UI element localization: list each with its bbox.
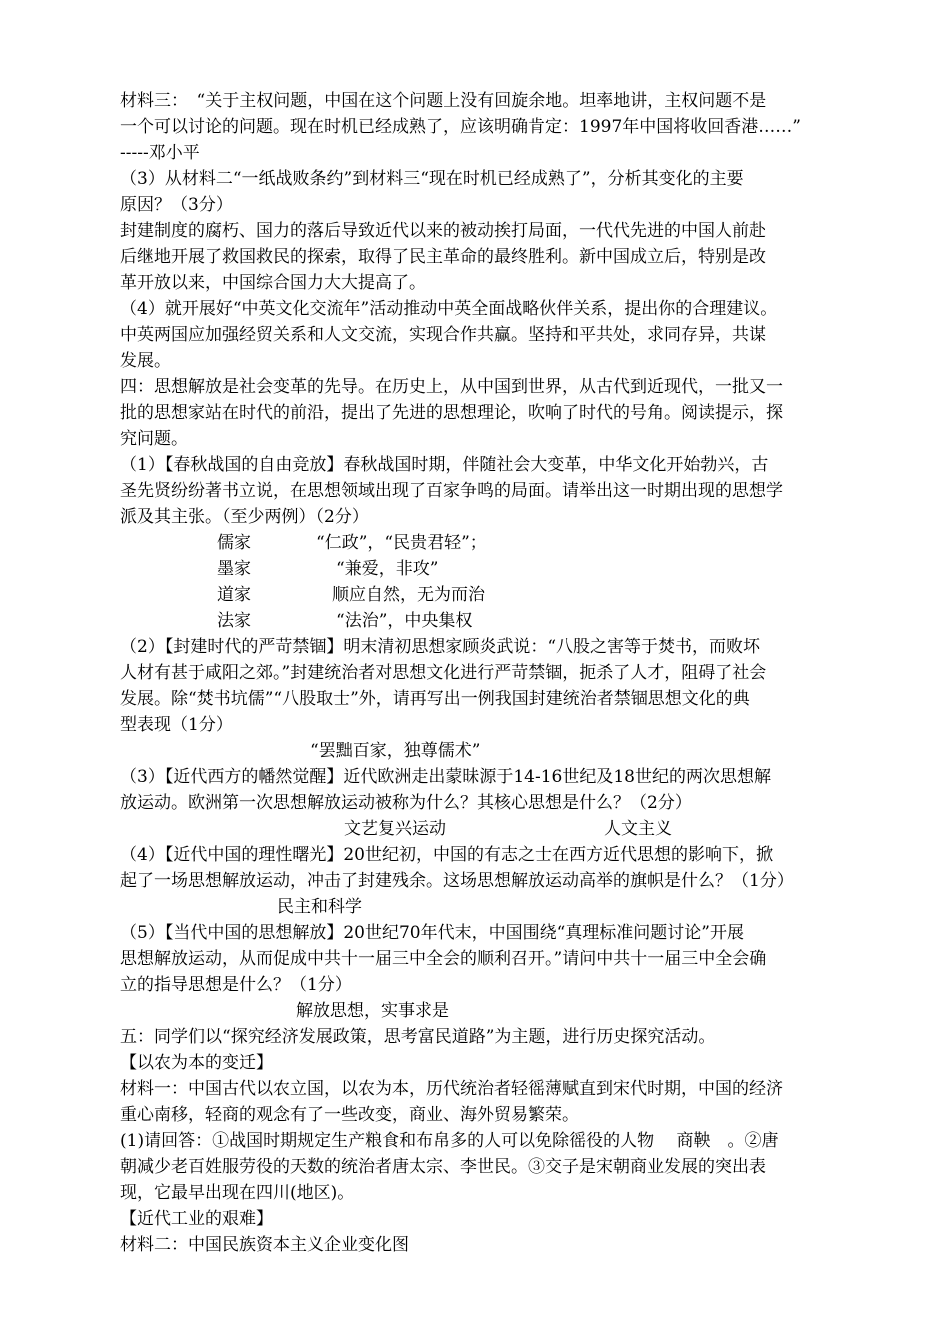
section-heading: 【近代工业的艰难】 (120, 1209, 273, 1229)
text-line: 原因？（3分） (120, 195, 233, 215)
text-line: 材料二：中国民族资本主义企业变化图 (120, 1235, 409, 1255)
text-line: （4）【近代中国的理性曙光】20世纪初，中国的有志之士在西方近代思想的影响下，掀 (120, 845, 773, 865)
text-line: 后继地开展了救国救民的探索，取得了民主革命的最终胜利。新中国成立后，特别是改 (120, 247, 766, 267)
text-line: （1）【春秋战国的自由竞放】春秋战国时期，伴随社会大变革，中华文化开始勃兴，古 (120, 455, 769, 475)
school-name: 墨家 (217, 559, 251, 579)
text-line: 朝减少老百姓服劳役的天数的统治者唐太宗、李世民。③交子是宋朝商业发展的突出表 (120, 1157, 766, 1177)
text-line: 材料一：中国古代以农立国，以农为本，历代统治者轻徭薄赋直到宋代时期，中国的经济 (120, 1079, 783, 1099)
text-line: （3）从材料二“一纸战败条约”到材料三“现在时机已经成熟了”，分析其变化的主要 (120, 169, 744, 189)
school-name: 法家 (217, 611, 251, 631)
text-line: (1)请回答：①战国时期规定生产粮食和布帛多的人可以免除徭役的人物 商鞅 。②唐 (120, 1131, 779, 1151)
text-line: 派及其主张。（至少两例）（2分） (120, 507, 369, 527)
text-line: 封建制度的腐朽、国力的落后导致近代以来的被动挨打局面，一代代先进的中国人前赴 (120, 221, 766, 241)
text-line: 思想解放运动，从而促成中共十一届三中全会的顺利召开。”请问中共十一届三中全会确 (120, 949, 767, 969)
section-heading: 【以农为本的变迁】 (120, 1053, 273, 1073)
school-idea: “法治”，中央集权 (336, 611, 473, 631)
text-line: 五：同学们以“探究经济发展政策，思考富民道路”为主题，进行历史探究活动。 (120, 1027, 716, 1047)
school-idea: “仁政”，“民贵君轻”； (316, 533, 487, 553)
text-line: -----邓小平 (120, 143, 200, 163)
text-line: （5）【当代中国的思想解放】20世纪70年代末，中国围绕“真理标准问题讨论”开展 (120, 923, 744, 943)
answer-q4: 民主和科学 (277, 897, 362, 917)
text-line: 材料三： “关于主权问题，中国在这个问题上没有回旋余地。坦率地讲，主权问题不是 (120, 91, 767, 111)
text-line: （2）【封建时代的严苛禁锢】明末清初思想家顾炎武说：“八股之害等于焚书，而败坏 (120, 637, 761, 657)
text-line: 立的指导思想是什么？（1分） (120, 975, 352, 995)
school-name: 儒家 (217, 533, 251, 553)
text-line: 现，它最早出现在四川(地区)。 (120, 1183, 355, 1203)
answer-q3-event: 文艺复兴运动 (344, 819, 446, 839)
text-line: 一个可以讨论的问题。现在时机已经成熟了，应该明确肯定：1997年中国将收回香港……” (120, 117, 801, 137)
text-line: 革开放以来，中国综合国力大大提高了。 (120, 273, 426, 293)
text-line: 重心南移，轻商的观念有了一些改变，商业、海外贸易繁荣。 (120, 1105, 579, 1125)
text-line: （3）【近代西方的幡然觉醒】近代欧洲走出蒙昧源于14-16世纪及18世纪的两次思想解 (120, 767, 771, 787)
answer-q2: “罢黜百家，独尊儒术” (310, 741, 481, 761)
text-line: 发展。除“焚书坑儒”“八股取士”外，请再写出一例我国封建统治者禁锢思想文化的典 (120, 689, 750, 709)
text-line: 四：思想解放是社会变革的先导。在历史上，从中国到世界，从古代到近现代，一批又一 (120, 377, 783, 397)
school-name: 道家 (217, 585, 251, 605)
school-idea: 顺应自然，无为而治 (332, 585, 485, 605)
text-line: 圣先贤纷纷著书立说，在思想领域出现了百家争鸣的局面。请举出这一时期出现的思想学 (120, 481, 783, 501)
text-line: 起了一场思想解放运动，冲击了封建残余。这场思想解放运动高举的旗帜是什么？（1分） (120, 871, 794, 891)
answer-q3-core: 人文主义 (604, 819, 672, 839)
text-line: 中英两国应加强经贸关系和人文交流，实现合作共赢。坚持和平共处，求同存异，共谋 (120, 325, 766, 345)
text-line: 批的思想家站在时代的前沿，提出了先进的思想理论，吹响了时代的号角。阅读提示，探 (120, 403, 783, 423)
text-line: 放运动。欧洲第一次思想解放运动被称为什么？其核心思想是什么？（2分） (120, 793, 692, 813)
text-line: 型表现（1分） (120, 715, 233, 735)
school-idea: “兼爱，非攻” (336, 559, 439, 579)
text-line: 人材有甚于咸阳之郊。”封建统治者对思想文化进行严苛禁锢，扼杀了人才，阻碍了社会 (120, 663, 767, 683)
text-line: （4）就开展好“中英文化交流年”活动推动中英全面战略伙伴关系，提出你的合理建议。 (120, 299, 778, 319)
text-line: 究问题。 (120, 429, 188, 449)
answer-q5: 解放思想，实事求是 (296, 1001, 449, 1021)
text-line: 发展。 (120, 351, 171, 371)
